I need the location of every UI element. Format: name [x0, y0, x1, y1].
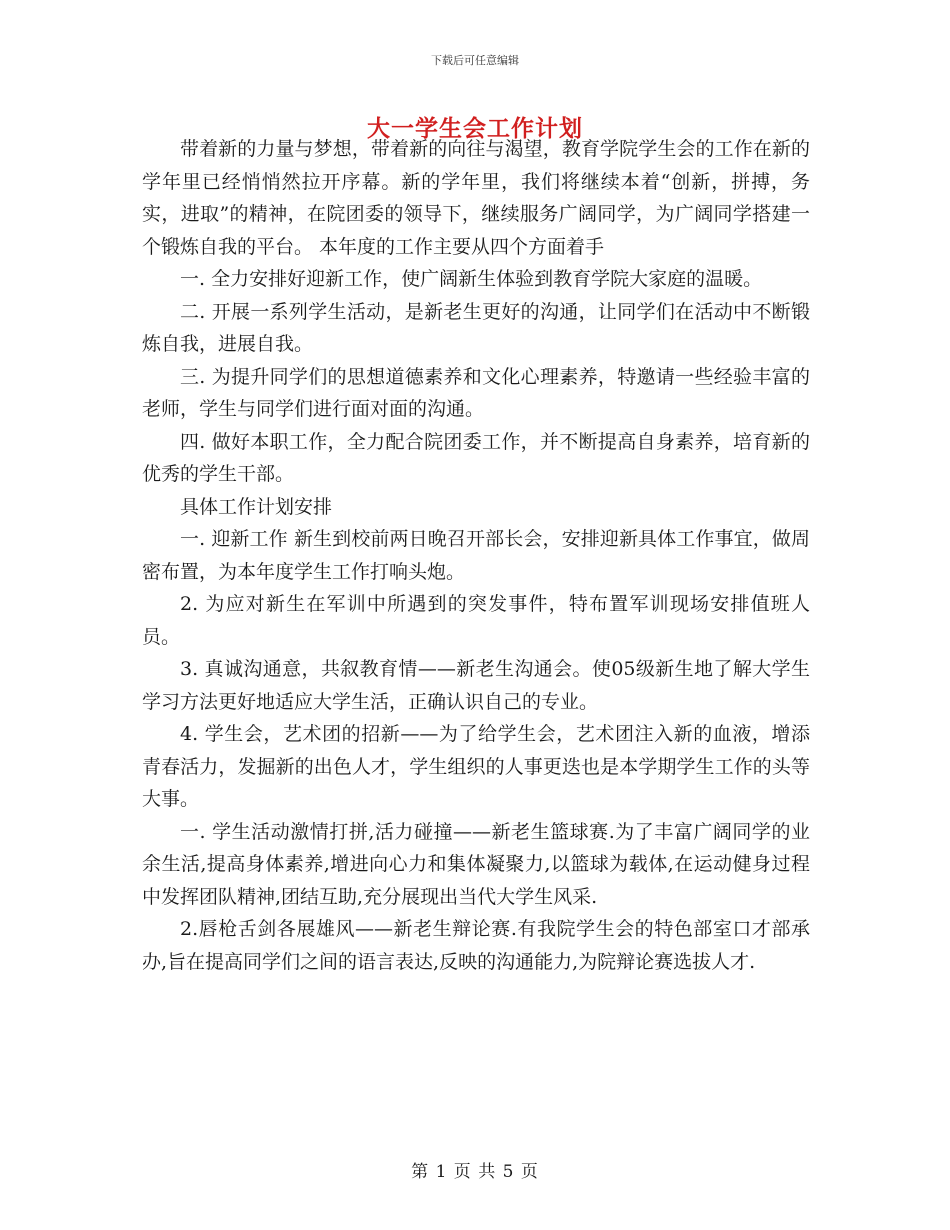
page-header: 下载后可任意编辑	[431, 54, 519, 67]
document-body	[142, 133, 810, 978]
paragraph-item-1: 一. 全力安排好迎新工作，使广阔新生体验到教育学院大家庭的温暖。	[180, 268, 763, 290]
paragraph-item-4: 四. 做好本职工作，全力配合院团委工作，并不断提高自身素养，培育新的优秀的学生干部。	[142, 430, 810, 485]
page-number-footer: 第 1 页 共 5 页	[411, 1162, 539, 1182]
plan-item-4: 4. 学生会，艺术团的招新——为了给学生会，艺术团注入新的血液，增添青春活力，发掘新的出色人才，学生组织的人事更迭也是本学期学生工作的头等大事。	[142, 723, 810, 810]
activity-item-1: 一. 学生活动激情打拼,活力碰撞——新老生篮球赛.为了丰富广阔同学的业余生活,提高身体素养,增进向心力和集体凝聚力,以篮球为载体,在运动健身过程中发挥团队精神,团结互助,充分展现出当代大学生风采.	[142, 820, 810, 908]
section-heading: 具体工作计划安排	[180, 495, 333, 518]
paragraph-item-3: 三. 为提升同学们的思想道德素养和文化心理素养，特邀请一些经验丰富的老师，学生与同学们进行面对面的沟通。	[142, 365, 810, 420]
activity-item-2: 2.唇枪舌剑各展雄风——新老生辩论赛.有我院学生会的特色部室口才部承办,旨在提高同学们之间的语言表达,反映的沟通能力,为院辩论赛选拔人才.	[142, 918, 810, 973]
intro-paragraph: 带着新的力量与梦想，带着新的向往与渴望，教育学院学生会的工作在新的学年里已经悄悄然拉开序幕。新的学年里，我们将继续本着“创新，拼搏，务实，进取”的精神，在院团委的领导下，继续服务广阔同学，为广阔同学搭建一个锻炼自我的平台。 本年度的工作主要从四个方面着手	[142, 138, 810, 258]
document-title: 大一学生会工作计划	[367, 115, 583, 142]
paragraph-item-2: 二. 开展一系列学生活动，是新老生更好的沟通，让同学们在活动中不断锻炼自我，进展自我。	[142, 300, 810, 355]
plan-item-3: 3. 真诚沟通意，共叙教育情——新老生沟通会。使05级新生地了解大学生学习方法更好地适应大学生活，正确认识自己的专业。	[142, 658, 810, 713]
plan-item-1: 一. 迎新工作 新生到校前两日晚召开部长会，安排迎新具体工作事宜，做周密布置，为本年度学生工作打响头炮。	[142, 528, 810, 583]
plan-item-2: 2. 为应对新生在军训中所遇到的突发事件，特布置军训现场安排值班人员。	[142, 593, 810, 648]
